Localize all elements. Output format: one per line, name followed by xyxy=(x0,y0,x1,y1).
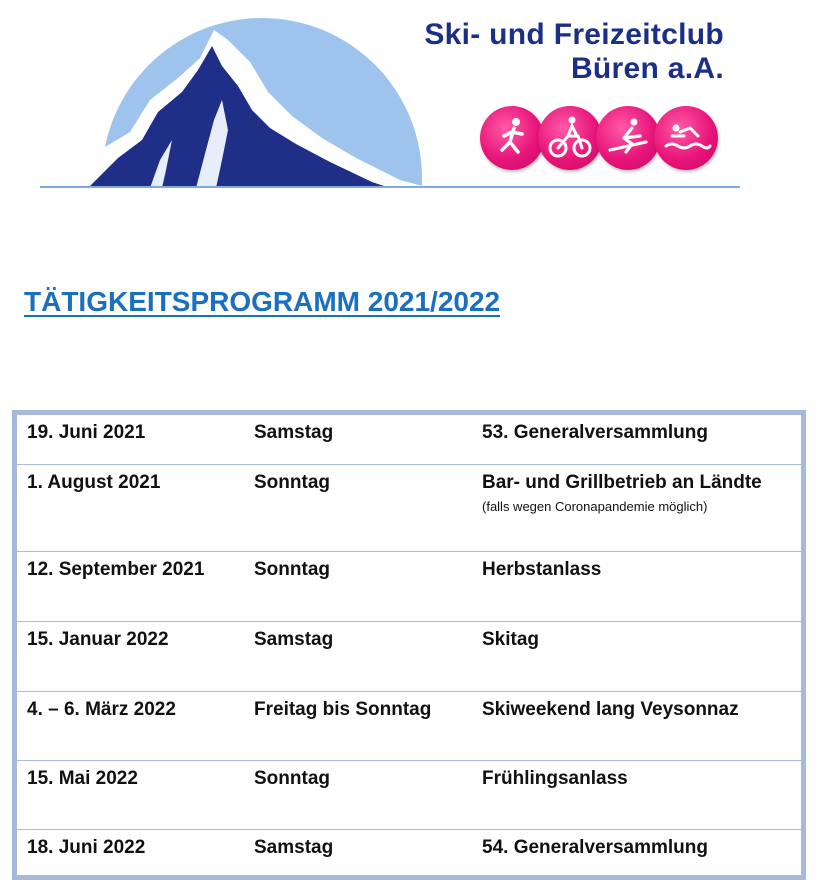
event-date: 15. Januar 2022 xyxy=(27,629,169,650)
event-date: 1. August 2021 xyxy=(27,472,161,493)
event-title: Herbstanlass xyxy=(482,559,602,580)
event-date: 15. Mai 2022 xyxy=(27,768,138,789)
event-day: Samstag xyxy=(254,629,334,650)
event-date: 18. Juni 2022 xyxy=(27,837,146,858)
header xyxy=(0,0,822,200)
event-note: (falls wegen Coronapandemie möglich) xyxy=(482,499,708,514)
event-day: Samstag xyxy=(254,422,334,443)
event-day: Sonntag xyxy=(254,472,330,493)
header-divider xyxy=(40,186,740,188)
event-day: Freitag bis Sonntag xyxy=(254,699,432,720)
table-row xyxy=(17,552,801,622)
event-date: 4. – 6. März 2022 xyxy=(27,699,176,720)
mountain-logo-icon xyxy=(0,0,460,192)
sports-icons xyxy=(480,106,720,170)
table-row xyxy=(17,761,801,830)
table-row xyxy=(17,465,801,552)
cycling-icon xyxy=(538,106,602,170)
table-row xyxy=(17,692,801,761)
event-title: Skiweekend lang Veysonnaz xyxy=(482,699,739,720)
table-row xyxy=(17,830,801,875)
running-icon xyxy=(480,106,544,170)
event-day: Samstag xyxy=(254,837,334,858)
event-title: 54. Generalversammlung xyxy=(482,837,708,858)
table-row xyxy=(17,415,801,465)
club-name xyxy=(424,18,724,86)
club-name-line1: Ski- und Freizeitclub xyxy=(424,18,724,51)
page-title: TÄTIGKEITSPROGRAMM 2021/2022 xyxy=(24,286,501,317)
event-date: 19. Juni 2021 xyxy=(27,422,146,443)
event-title-text: Bar- und Grillbetrieb an Ländte xyxy=(482,472,762,493)
event-title xyxy=(482,471,782,517)
event-title: 53. Generalversammlung xyxy=(482,422,708,443)
event-table xyxy=(12,410,806,880)
event-title: Skitag xyxy=(482,629,540,650)
skiing-icon xyxy=(596,106,660,170)
swimming-icon xyxy=(654,106,718,170)
event-date: 12. September 2021 xyxy=(27,559,205,580)
event-day: Sonntag xyxy=(254,768,330,789)
event-title: Frühlingsanlass xyxy=(482,768,628,789)
table-row xyxy=(17,622,801,692)
club-name-line2: Büren a.A. xyxy=(570,52,724,85)
event-day: Sonntag xyxy=(254,559,330,580)
